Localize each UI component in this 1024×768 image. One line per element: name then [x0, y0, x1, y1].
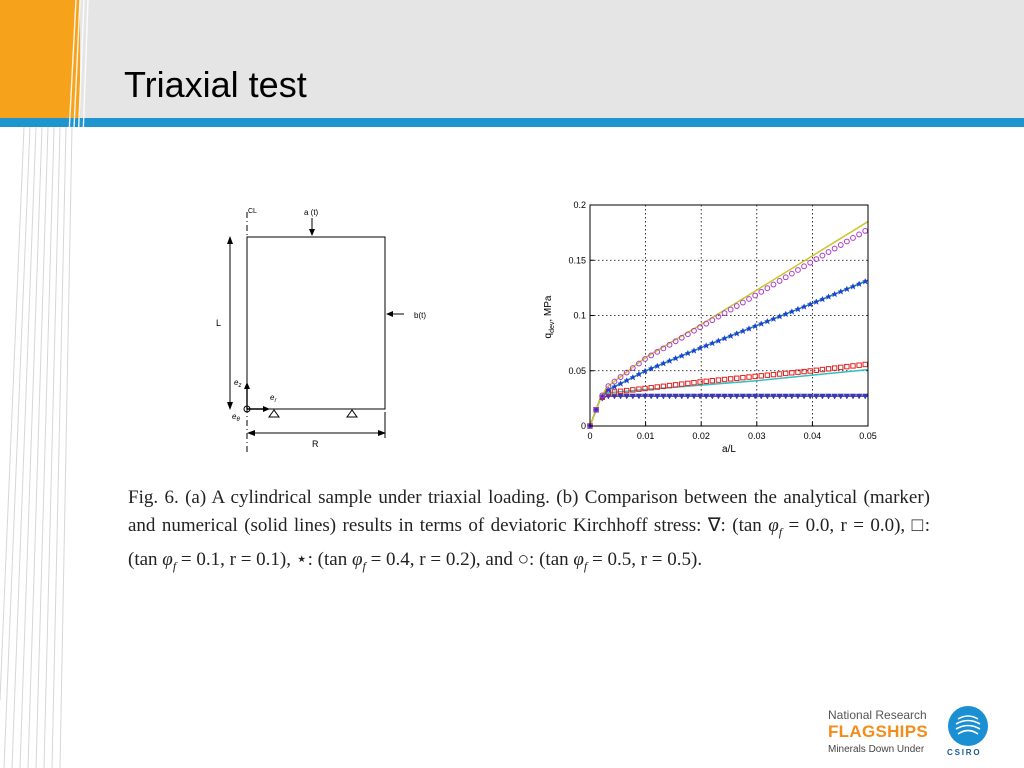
marker-circle: [741, 300, 746, 305]
marker-square: [747, 375, 751, 379]
logo-line-flagships: FLAGSHIPS: [828, 722, 928, 741]
marker-star: [801, 304, 807, 310]
marker-star: [685, 350, 691, 356]
marker-square: [759, 374, 763, 378]
marker-circle: [796, 268, 801, 273]
x-tick-label: 0.03: [748, 431, 766, 441]
radius-label: R: [312, 439, 319, 449]
marker-circle: [728, 307, 733, 312]
marker-square: [851, 364, 855, 368]
marker-star: [752, 323, 758, 329]
marker-star: [832, 291, 838, 297]
marker-square: [704, 379, 708, 383]
marker-star: [661, 361, 667, 367]
marker-circle: [838, 243, 843, 248]
x-tick-label: 0: [587, 431, 593, 441]
marker-star: [813, 299, 819, 305]
marker-square: [692, 380, 696, 384]
triaxial-sample-diagram: [214, 200, 454, 460]
marker-square: [710, 378, 714, 382]
marker-square: [802, 369, 806, 373]
marker-square: [863, 362, 867, 366]
marker-star: [746, 326, 752, 332]
marker-square: [814, 368, 818, 372]
e-r-label: $e_r$: [270, 393, 277, 404]
marker-square: [777, 372, 781, 376]
marker-circle: [753, 293, 758, 298]
marker-circle: [765, 286, 770, 291]
marker-square: [716, 378, 720, 382]
marker-square: [839, 365, 843, 369]
marker-star: [722, 335, 728, 341]
marker-star: [710, 340, 716, 346]
csiro-flagships-logo: [820, 704, 1000, 760]
marker-star: [844, 286, 850, 292]
marker-star: [826, 294, 832, 300]
marker-star: [777, 314, 783, 320]
y-tick-label: 0.2: [573, 200, 586, 210]
marker-star: [856, 281, 862, 287]
marker-star: [716, 338, 722, 344]
csiro-wordmark: CSIRO: [947, 748, 982, 757]
x-tick-label: 0.04: [803, 431, 822, 441]
y-tick-label: 0.15: [568, 255, 586, 266]
sample-outline: [247, 237, 385, 409]
marker-square: [765, 373, 769, 377]
marker-star: [783, 311, 789, 317]
x-axis-label: a/L: [722, 444, 736, 455]
phi-f-symbol: $\varphi_f$: [573, 548, 588, 573]
chart-grid: [590, 205, 868, 426]
x-tick-label: 0.05: [859, 431, 877, 441]
marker-square: [735, 376, 739, 380]
marker-circle: [777, 279, 782, 284]
marker-star: [673, 355, 679, 361]
x-tick-label: 0.01: [636, 431, 655, 441]
marker-star: [789, 309, 795, 315]
series-line-star: [590, 280, 868, 426]
phi-f-symbol: $\varphi_f$: [351, 548, 366, 573]
phi-f-symbol: $\varphi_f$: [768, 515, 783, 539]
centerline-label: CL: [248, 208, 257, 215]
marker-square: [741, 375, 745, 379]
e-theta-label: $e_\theta$: [232, 412, 240, 423]
marker-circle: [802, 264, 807, 269]
marker-star: [795, 306, 801, 312]
marker-circle: [814, 257, 819, 262]
marker-star: [667, 358, 673, 364]
logo-line-minerals: Minerals Down Under: [828, 744, 925, 755]
e-z-label: $e_z$: [234, 378, 242, 389]
marker-square: [784, 371, 788, 375]
phi-f-symbol: $\varphi_f$: [162, 548, 177, 573]
figure-caption: Fig. 6. (a) A cylindrical sample under triaxial loading. (b) Comparison between the analytical (marker) and numerical (solid lines) results in terms of deviatoric Kirchhoff stress: ∇: (tan $\varphi_f = 0.0$, r = 0.0), □: (tan $\varphi_f = 0.1$, r = 0.1), ⋆: (tan $\varphi_f = 0.4$, r = 0.2), and ○: (tan $\varphi_f = 0.5$, r = 0.5).: [128, 487, 930, 573]
marker-circle: [832, 246, 837, 251]
marker-circle: [783, 275, 788, 280]
marker-star: [691, 348, 697, 354]
marker-star: [697, 345, 703, 351]
marker-circle: [820, 253, 825, 258]
x-tick-label: 0.02: [692, 431, 710, 441]
csiro-emblem-icon: [948, 706, 988, 746]
support-left: [269, 410, 279, 417]
marker-star: [703, 343, 709, 349]
marker-circle: [844, 239, 849, 244]
marker-star: [838, 289, 844, 295]
marker-star: [612, 384, 618, 390]
series-line-triangle-down: [590, 396, 868, 426]
marker-star: [734, 331, 740, 337]
marker-star: [862, 279, 868, 285]
logo-line-national-research: National Research: [828, 708, 927, 722]
marker-square: [698, 380, 702, 384]
marker-star: [758, 321, 764, 327]
marker-star: [820, 296, 826, 302]
marker-square: [722, 377, 726, 381]
marker-circle: [863, 229, 868, 234]
marker-star: [728, 333, 734, 339]
marker-star: [654, 363, 660, 369]
lateral-load-label: b(t): [414, 311, 426, 320]
marker-star: [765, 318, 771, 324]
marker-square: [845, 364, 849, 368]
marker-square: [680, 382, 684, 386]
marker-star: [636, 371, 642, 377]
y-axis-label: $q_{dev}$, MPa: [543, 295, 556, 339]
marker-star: [850, 284, 856, 290]
marker-square: [832, 366, 836, 370]
marker-circle: [710, 318, 715, 323]
marker-circle: [826, 250, 831, 255]
support-right: [347, 410, 357, 417]
y-tick-label: 0.05: [568, 365, 586, 376]
y-tick-label: 0.1: [573, 310, 586, 321]
marker-circle: [716, 314, 721, 319]
marker-star: [618, 381, 624, 387]
slide-title: Triaxial test: [124, 64, 307, 105]
chart-ticks: [568, 200, 876, 441]
length-label: L: [216, 318, 222, 328]
marker-star: [630, 374, 636, 380]
marker-circle: [734, 304, 739, 309]
marker-circle: [759, 289, 764, 294]
marker-star: [679, 353, 685, 359]
marker-circle: [771, 282, 776, 287]
deviatoric-stress-chart: [536, 195, 896, 460]
marker-circle: [857, 232, 862, 237]
marker-circle: [789, 271, 794, 276]
marker-square: [771, 372, 775, 376]
y-tick-label: 0: [580, 421, 586, 431]
chart-markers: [587, 229, 868, 429]
marker-square: [790, 371, 794, 375]
marker-star: [642, 368, 648, 374]
marker-star: [740, 328, 746, 334]
marker-circle: [722, 311, 727, 316]
marker-star: [771, 316, 777, 322]
decorative-stripes: [0, 0, 100, 768]
marker-circle: [851, 236, 856, 241]
marker-star: [624, 378, 630, 384]
accent-blue-bar: [0, 118, 1024, 127]
marker-square: [686, 381, 690, 385]
marker-circle: [808, 260, 813, 265]
axial-load-label: a (t): [304, 208, 319, 217]
marker-square: [857, 363, 861, 367]
marker-circle: [747, 297, 752, 302]
marker-square: [728, 377, 732, 381]
